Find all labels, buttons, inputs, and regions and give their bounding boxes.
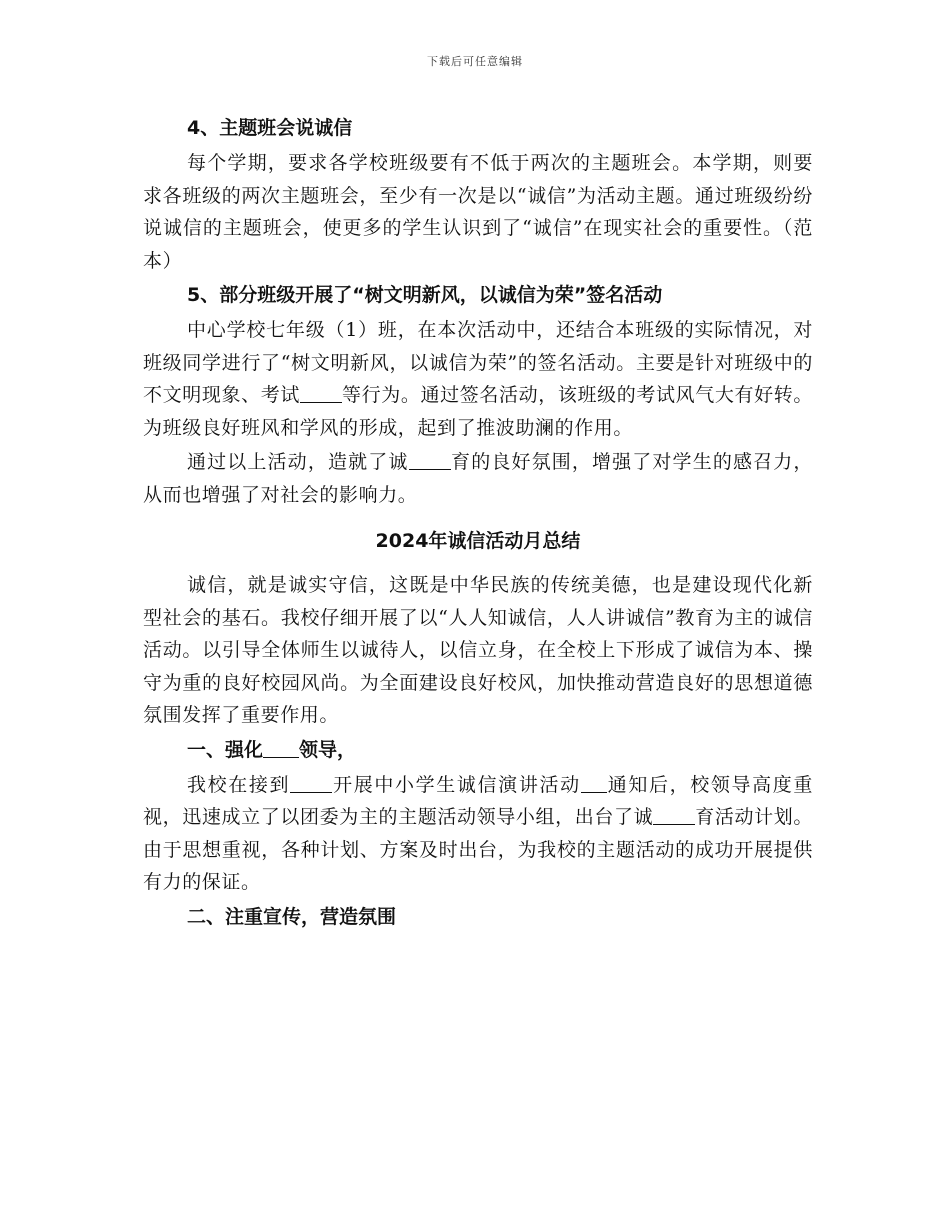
paragraph-class-meeting: 每个学期，要求各学校班级要有不低于两次的主题班会。本学期，则要求各班级的两次主题班会，至少有一次是以“诚信”为活动主题。通过班级纷纷说诚信的主题班会，使更多的学生认识到了“诚信”在现实社会的重要性。（范本）: [143, 152, 813, 272]
blank-underline: [263, 737, 299, 758]
text-run: 领导，: [299, 738, 357, 761]
text-run: 等行为。通过签名活动，该班级的考试风气大有好转。为班级良好班风和学风的形成，起到了推波助澜的作用。: [143, 384, 813, 439]
text-run: 育活动计划。由于思想重视，各种计划、方案及时出台，为我校的主题活动的成功开展提供有力的保证。: [143, 806, 813, 893]
paragraph-summary: [143, 446, 813, 511]
blank-underline: [300, 382, 342, 403]
text-run: 通过以上活动，造就了诚: [187, 451, 409, 473]
text-run: 我校在接到: [187, 773, 291, 796]
page-header: 下载后可任意编辑: [427, 55, 523, 68]
text-run: 通知后，校领导高度重视，迅速成立了以团委为主的主题活动领导小组，出台了诚: [143, 773, 813, 828]
paragraph-intro: 诚信，就是诚实守信，这既是中华民族的传统美德，也是建设现代化新型社会的基石。我校仔细开展了以“人人知诚信，人人讲诚信”教育为主的诚信活动。以引导全体师生以诚待人，以信立身，在全校上下形成了诚信为本、操守为重的良好校园风尚。为全面建设良好校风，加快推动营造良好的思想道德氛围发挥了重要作用。: [143, 574, 813, 726]
blank-underline: [581, 772, 607, 793]
paragraph-leadership: [143, 769, 813, 899]
section-heading-4: 4、主题班会说诚信: [187, 117, 353, 139]
text-run: 育的良好氛围，增强了对学生的感召力，从而也增强了对社会的影响力。: [143, 451, 813, 506]
text-run: 一、强化: [187, 738, 264, 761]
blank-underline: [653, 804, 695, 825]
section-heading-1: [143, 734, 813, 766]
document-body: [143, 112, 813, 936]
section-heading-2: 二、注重宣传，营造氛围: [187, 905, 397, 928]
blank-underline: [290, 772, 332, 793]
document-title: 2024年诚信活动月总结: [375, 530, 581, 552]
blank-underline: [409, 449, 451, 470]
text-run: 开展中小学生诚信演讲活动: [332, 773, 581, 796]
paragraph-signing-activity: [143, 314, 813, 444]
text-run: 中心学校七年级（1）班，在本次活动中，还结合本班级的实际情况，对班级同学进行了“树文明新风，以诚信为荣”的签名活动。主要是针对班级中的不文明现象、考试: [143, 319, 813, 406]
section-heading-5: 5、部分班级开展了“树文明新风，以诚信为荣”签名活动: [187, 284, 663, 306]
